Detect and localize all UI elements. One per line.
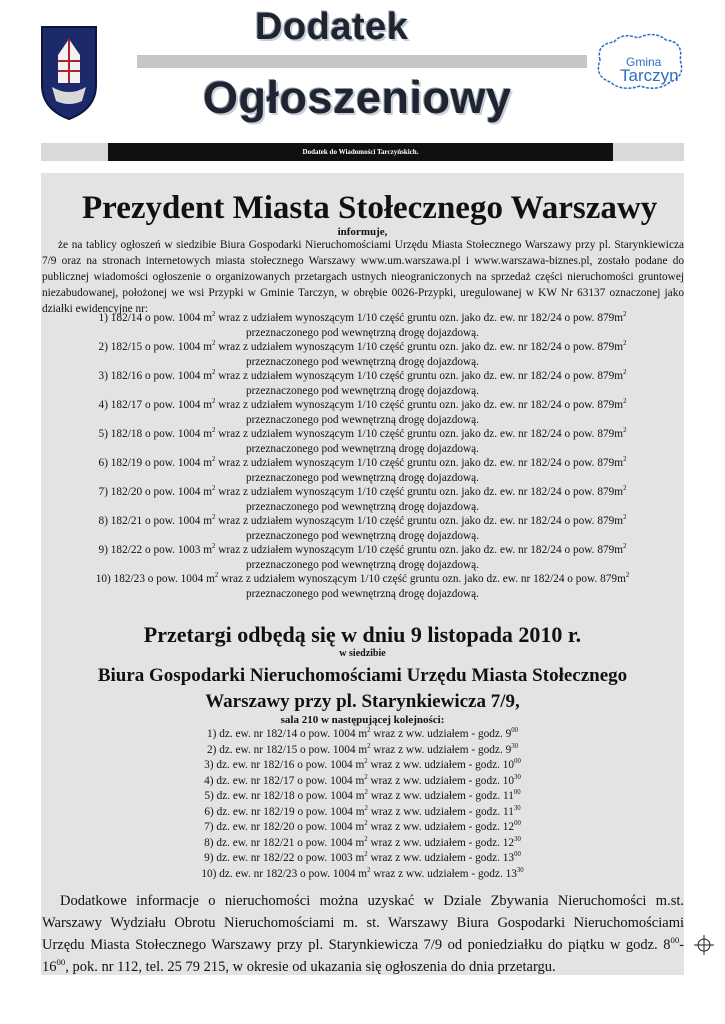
logo-text-tarczyn: Tarczyn — [620, 66, 679, 85]
sup-2: 2 — [623, 514, 627, 522]
sup-2: 2 — [367, 727, 371, 735]
sup-2: 2 — [367, 742, 371, 750]
plot-item-suffix: wraz z udziałem wynoszącym 1/10 część gruntu ozn. jako dz. ew. nr 182/24 o pow. 879m — [215, 341, 624, 353]
schedule-row — [0, 759, 725, 771]
w-siedzibie-label: w siedzibie — [339, 648, 386, 659]
bureau-line2: Warszawy przy pl. Starynkiewicza 7/9, — [205, 691, 520, 712]
sup-2: 2 — [212, 398, 216, 406]
schedule-time-minutes: 30 — [511, 742, 519, 750]
sup-2: 2 — [623, 369, 627, 377]
sup-2: 2 — [212, 456, 216, 464]
schedule-row — [0, 806, 725, 818]
sup-2: 2 — [364, 789, 368, 797]
plot-item-prefix: 8) 182/21 o pow. 1004 m — [98, 515, 213, 527]
schedule-time: wraz z ww. udziałem - godz. 10 — [367, 774, 515, 787]
plot-item — [0, 572, 725, 602]
plot-item — [0, 514, 725, 544]
schedule-time-minutes: 30 — [516, 866, 524, 874]
schedule-row — [0, 837, 725, 849]
plot-item — [0, 311, 725, 341]
sup-2: 2 — [625, 572, 630, 580]
sup-2: 2 — [212, 543, 216, 551]
header-title-line1: Dodatek — [255, 6, 409, 48]
plot-item-suffix: wraz z udziałem wynoszącym 1/10 część gruntu ozn. jako dz. ew. nr 182/24 o pow. 879m — [215, 457, 624, 469]
plot-item-suffix: wraz z udziałem wynoszącym 1/10 część gruntu ozn. jako dz. ew. nr 182/24 o pow. 879m — [215, 428, 624, 440]
schedule-row — [0, 775, 725, 787]
plot-item-purpose: przeznaczonego pod wewnętrzną drogę dojazdową. — [245, 385, 480, 397]
schedule-plot: 1) dz. ew. nr 182/14 o pow. 1004 m — [206, 728, 368, 740]
sup-2: 2 — [212, 340, 216, 348]
contact-sup-1: 00 — [670, 935, 680, 946]
plot-item-prefix: 9) 182/22 o pow. 1003 m — [98, 544, 213, 556]
sup-2: 2 — [364, 773, 368, 781]
header-divider — [137, 55, 587, 68]
sup-2: 2 — [212, 369, 216, 377]
plot-item — [0, 398, 725, 428]
sala-label: sala 210 w następującej kolejności: — [280, 714, 445, 726]
sup-2: 2 — [364, 820, 368, 828]
sup-2: 2 — [212, 514, 216, 522]
registration-mark-icon — [694, 935, 714, 955]
header-title-line2: Ogłoszeniowy — [203, 72, 512, 123]
schedule-time: wraz z ww. udziałem - godz. 9 — [370, 743, 512, 756]
sup-2: 2 — [623, 456, 627, 464]
plot-item — [0, 427, 725, 457]
plot-item-purpose: przeznaczonego pod wewnętrzną drogę dojazdową. — [245, 559, 480, 571]
coat-of-arms-icon — [40, 25, 98, 121]
schedule-time: wraz z ww. udziałem - godz. 13 — [367, 852, 515, 864]
plot-item-prefix: 3) 182/16 o pow. 1004 m — [98, 370, 213, 382]
plot-item-prefix: 1) 182/14 o pow. 1004 m — [98, 312, 213, 324]
schedule-time-minutes: 00 — [511, 727, 519, 735]
sup-2: 2 — [623, 398, 627, 406]
schedule-plot: 6) dz. ew. nr 182/19 o pow. 1004 m — [204, 805, 365, 818]
schedule-time-minutes: 30 — [514, 773, 521, 781]
schedule-time: wraz z ww. udziałem - godz. 11 — [367, 805, 514, 818]
schedule-row — [0, 821, 725, 833]
main-heading: Prezydent Miasta Stołecznego Warszawy — [82, 190, 658, 226]
schedule-time-minutes: 00 — [514, 758, 521, 766]
plot-item-prefix: 7) 182/20 o pow. 1004 m — [98, 486, 213, 498]
sup-2: 2 — [364, 758, 368, 766]
schedule-plot: 2) dz. ew. nr 182/15 o pow. 1004 m — [206, 743, 368, 756]
plot-item — [0, 485, 725, 515]
schedule-plot: 3) dz. ew. nr 182/16 o pow. 1004 m — [204, 759, 365, 771]
logo-text-gmina: Gmina — [626, 55, 662, 69]
schedule-time-minutes: 00 — [514, 851, 521, 859]
contact-paragraph — [42, 890, 684, 978]
plot-item-prefix: 5) 182/18 o pow. 1004 m — [98, 428, 213, 440]
schedule-time-minutes: 30 — [513, 804, 521, 812]
bureau-line1: Biura Gospodarki Nieruchomościami Urzędu Miasta Stołecznego — [97, 665, 628, 686]
plot-item-purpose: przeznaczonego pod wewnętrzną drogę dojazdową. — [245, 588, 480, 600]
sup-2: 2 — [364, 851, 368, 859]
plot-item-suffix: wraz z udziałem wynoszącym 1/10 część gruntu ozn. jako dz. ew. nr 182/24 o pow. 879m — [215, 312, 624, 324]
plot-item-purpose: przeznaczonego pod wewnętrzną drogę dojazdową. — [245, 501, 480, 513]
plot-item-suffix: wraz z udziałem wynoszącym 1/10 część gruntu ozn. jako dz. ew. nr 182/24 o pow. 879m — [215, 486, 624, 498]
contact-text-3: , pok. nr 112, tel. 25 79 215, w okresie od ukazania się ogłoszenia do dnia przetargu. — [65, 959, 556, 975]
schedule-row — [0, 852, 725, 864]
sup-2: 2 — [623, 311, 627, 319]
schedule-time-minutes: 00 — [514, 820, 521, 828]
subtitle: Dodatek do Wiadomości Tarczyńskich. — [108, 143, 613, 161]
contact-text-1: Dodatkowe informacje o nieruchomości można uzyskać w Dziale Zbywania Nieruchomości m.st. Warszawy Wydziału Obrotu Nieruchomościami m. st. Warszawy Biura Gospodarki Nieruchomościami Urzędu Miasta Stołecznego Warszawy przy pl. Starynkiewicza 7/9 od poniedziałku do piątku w godz. 8 — [42, 893, 684, 953]
schedule-plot: 4) dz. ew. nr 182/17 o pow. 1004 m — [204, 774, 365, 787]
plot-item-purpose: przeznaczonego pod wewnętrzną drogę dojazdową. — [245, 443, 480, 455]
plot-item-prefix: 10) 182/23 o pow. 1004 m — [95, 573, 215, 585]
schedule-time: wraz z ww. udziałem - godz. 12 — [367, 821, 515, 833]
sup-2: 2 — [212, 485, 216, 493]
schedule-row — [0, 790, 725, 802]
schedule-plot: 5) dz. ew. nr 182/18 o pow. 1004 m — [204, 790, 365, 802]
schedule-time-minutes: 30 — [514, 835, 521, 843]
sup-2: 2 — [364, 804, 368, 812]
schedule-time: wraz z ww. udziałem - godz. 9 — [370, 728, 512, 740]
contact-text-2: -16 — [42, 937, 684, 975]
plot-item — [0, 369, 725, 399]
plot-item-suffix: wraz z udziałem wynoszącym 1/10 część gruntu ozn. jako dz. ew. nr 182/24 o pow. 879m — [215, 515, 624, 527]
plot-item-suffix: wraz z udziałem wynoszącym 1/10 część gruntu ozn. jako dz. ew. nr 182/24 o pow. 879m — [215, 370, 624, 382]
schedule-time: wraz z ww. udziałem - godz. 11 — [367, 790, 514, 802]
sup-2: 2 — [623, 427, 627, 435]
plot-item-prefix: 2) 182/15 o pow. 1004 m — [98, 341, 213, 353]
plot-item-purpose: przeznaczonego pod wewnętrzną drogę dojazdową. — [245, 356, 480, 368]
plot-item-purpose: przeznaczonego pod wewnętrzną drogę dojazdową. — [245, 530, 480, 542]
sup-2: 2 — [364, 835, 368, 843]
sup-2: 2 — [367, 866, 371, 874]
auction-heading: Przetargi odbędą się w dniu 9 listopada 2010 r. — [143, 622, 582, 647]
schedule-row — [0, 744, 725, 756]
plot-item — [0, 340, 725, 370]
bureau-heading — [0, 663, 725, 715]
schedule-row — [0, 728, 725, 740]
plot-item-suffix: wraz z udziałem wynoszącym 1/10 część gruntu ozn. jako dz. ew. nr 182/24 o pow. 879m — [215, 544, 624, 556]
plot-item — [0, 456, 725, 486]
plot-item — [0, 543, 725, 573]
plot-item-purpose: przeznaczonego pod wewnętrzną drogę dojazdową. — [245, 414, 480, 426]
informuje-label: informuje, — [337, 226, 388, 238]
plot-item-suffix: wraz z udziałem wynoszącym 1/10 część gruntu ozn. jako dz. ew. nr 182/24 o pow. 879m — [218, 573, 626, 585]
sup-2: 2 — [212, 311, 216, 319]
sup-2: 2 — [623, 340, 627, 348]
contact-sup-2: 00 — [56, 957, 66, 968]
plot-item-purpose: przeznaczonego pod wewnętrzną drogę dojazdową. — [245, 472, 480, 484]
plot-item-suffix: wraz z udziałem wynoszącym 1/10 część gruntu ozn. jako dz. ew. nr 182/24 o pow. 879m — [215, 399, 624, 411]
sup-2: 2 — [623, 543, 627, 551]
plot-item-purpose: przeznaczonego pod wewnętrzną drogę dojazdową. — [245, 327, 480, 339]
schedule-plot: 9) dz. ew. nr 182/22 o pow. 1003 m — [204, 852, 365, 864]
schedule-time-minutes: 00 — [513, 789, 521, 797]
sup-2: 2 — [214, 572, 219, 580]
schedule-time: wraz z ww. udziałem - godz. 10 — [367, 759, 515, 771]
plot-item-prefix: 6) 182/19 o pow. 1004 m — [98, 457, 213, 469]
sup-2: 2 — [212, 427, 216, 435]
schedule-time: wraz z ww. udziałem - godz. 13 — [370, 867, 517, 880]
schedule-plot: 8) dz. ew. nr 182/21 o pow. 1004 m — [204, 836, 365, 849]
schedule-plot: 10) dz. ew. nr 182/23 o pow. 1004 m — [201, 867, 368, 880]
intro-paragraph: że na tablicy ogłoszeń w siedzibie Biura Gospodarki Nieruchomościami Urzędu Miasta Stołecznego Warszawy przy pl. Starynkiewicza 7/9 oraz na stronach internetowych miasta stołecznego Warszawy www.um.warszawa.pl i www.warszawa-biznes.pl, zostało podane do publicznej wiadomości ogłoszenie o organizowanych przetargach ustnych nieograniczonych na sprzedaż części nieruchomości gruntowej niezabudowanej, położonej we wsi Przypki w Gminie Tarczyn, w obrębie 0026-Przypki, uregulowanej w KW Nr 63137 oznaczonej jako działki ewidencyjne nr: — [42, 239, 684, 315]
sup-2: 2 — [623, 485, 627, 493]
schedule-time: wraz z ww. udziałem - godz. 12 — [367, 836, 515, 849]
schedule-plot: 7) dz. ew. nr 182/20 o pow. 1004 m — [204, 821, 365, 833]
plot-item-prefix: 4) 182/17 o pow. 1004 m — [98, 399, 213, 411]
schedule-row — [0, 868, 725, 880]
